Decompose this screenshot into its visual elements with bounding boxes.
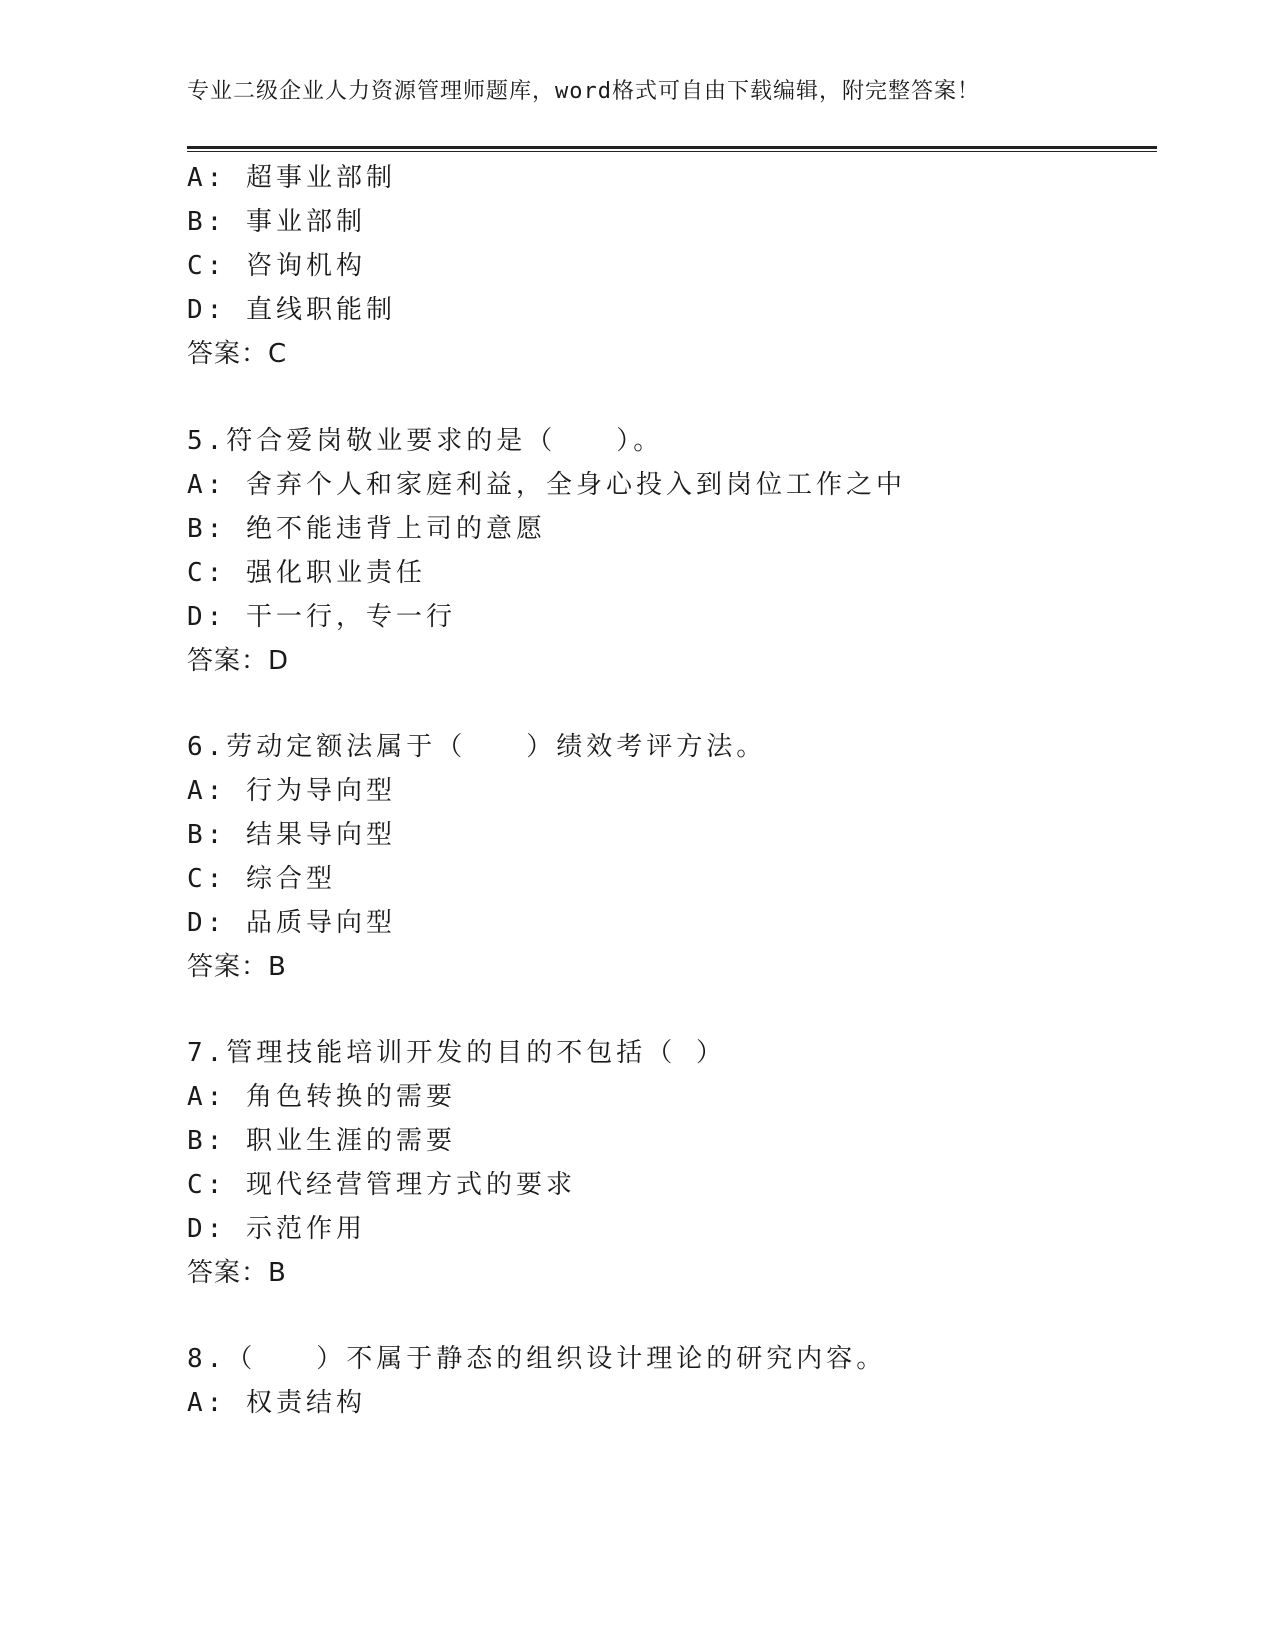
answer-line: 答案：C bbox=[187, 339, 288, 369]
option-c: C: 咨询机构 bbox=[187, 251, 366, 281]
option-a: A: 舍弃个人和家庭利益，全身心投入到岗位工作之中 bbox=[187, 470, 906, 500]
answer-line: 答案：B bbox=[187, 1258, 287, 1288]
option-c: C: 现代经营管理方式的要求 bbox=[187, 1170, 576, 1200]
option-c: C: 综合型 bbox=[187, 864, 336, 894]
option-b: B: 事业部制 bbox=[187, 207, 366, 237]
question-stem: 6.劳动定额法属于（ ）绩效考评方法。 bbox=[187, 732, 767, 762]
question-stem: 5.符合爱岗敬业要求的是（ ）。 bbox=[187, 426, 664, 456]
header-divider-thick bbox=[187, 146, 1157, 149]
option-c: C: 强化职业责任 bbox=[187, 558, 426, 588]
option-d: D: 示范作用 bbox=[187, 1214, 366, 1244]
answer-line: 答案：B bbox=[187, 952, 287, 982]
option-d: D: 干一行，专一行 bbox=[187, 602, 456, 632]
option-b: B: 结果导向型 bbox=[187, 820, 396, 850]
option-b: B: 绝不能违背上司的意愿 bbox=[187, 514, 546, 544]
option-a: A: 超事业部制 bbox=[187, 163, 396, 193]
document-header: 专业二级企业人力资源管理师题库，word格式可自由下载编辑，附完整答案！ bbox=[187, 79, 980, 104]
option-d: D: 品质导向型 bbox=[187, 908, 396, 938]
answer-line: 答案：D bbox=[187, 646, 290, 676]
header-divider-thin bbox=[187, 151, 1157, 152]
option-a: A: 权责结构 bbox=[187, 1388, 366, 1418]
option-d: D: 直线职能制 bbox=[187, 295, 396, 325]
option-a: A: 行为导向型 bbox=[187, 776, 396, 806]
option-b: B: 职业生涯的需要 bbox=[187, 1126, 456, 1156]
option-a: A: 角色转换的需要 bbox=[187, 1082, 456, 1112]
question-stem: 7.管理技能培训开发的目的不包括（ ） bbox=[187, 1038, 726, 1068]
question-stem: 8.（ ）不属于静态的组织设计理论的研究内容。 bbox=[187, 1344, 887, 1374]
